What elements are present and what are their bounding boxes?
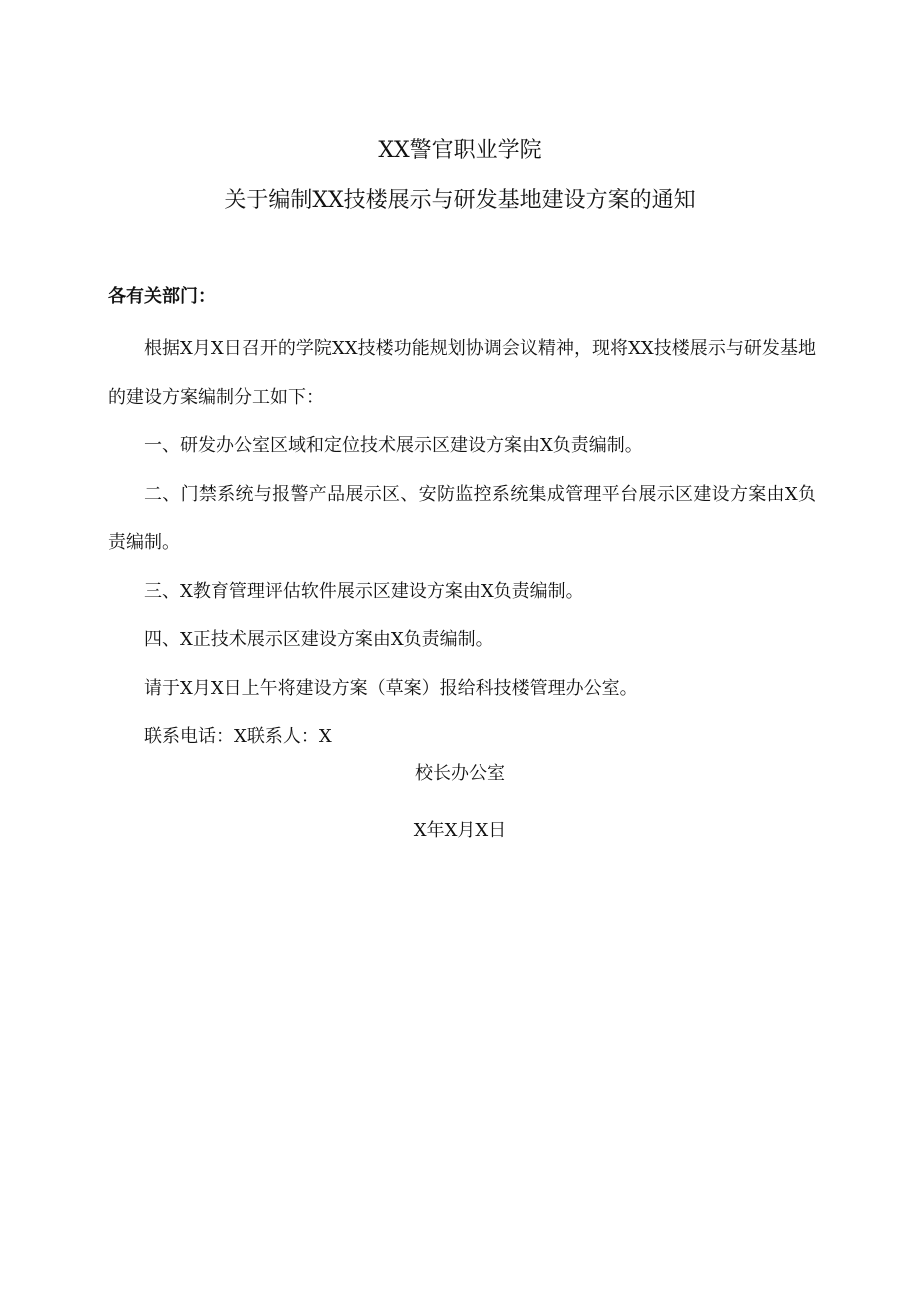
signature-date: X年X月X日: [413, 820, 507, 841]
paragraph-item-2: 二、门禁系统与报警产品展示区、安防监控系统集成管理平台展示区建设方案由X负责编制。: [108, 483, 816, 553]
paragraph-intro: 根据X月X日召开的学院XX技楼功能规划协调会议精神，现将XX技楼展示与研发基地的建设方案编制分工如下：: [108, 338, 816, 408]
signature-organization: 校长办公室: [415, 763, 505, 784]
paragraph-deadline: 请于X月X日上午将建设方案（草案）报给科技楼管理办公室。: [144, 677, 638, 699]
document-title-notice: 关于编制XX技楼展示与研发基地建设方案的通知: [224, 188, 696, 213]
paragraph-item-1: 一、研发办公室区域和定位技术展示区建设方案由X负责编制。: [144, 435, 643, 456]
paragraph-item-4: 四、X正技术展示区建设方案由X负责编制。: [144, 629, 494, 650]
salutation: 各有关部门：: [108, 286, 216, 307]
paragraph-contact: 联系电话：X联系人：X: [144, 726, 332, 747]
document-title-institution: XX警官职业学院: [378, 138, 542, 163]
paragraph-item-3: 三、X教育管理评估软件展示区建设方案由X负责编制。: [144, 580, 584, 602]
document-body: [108, 325, 816, 762]
